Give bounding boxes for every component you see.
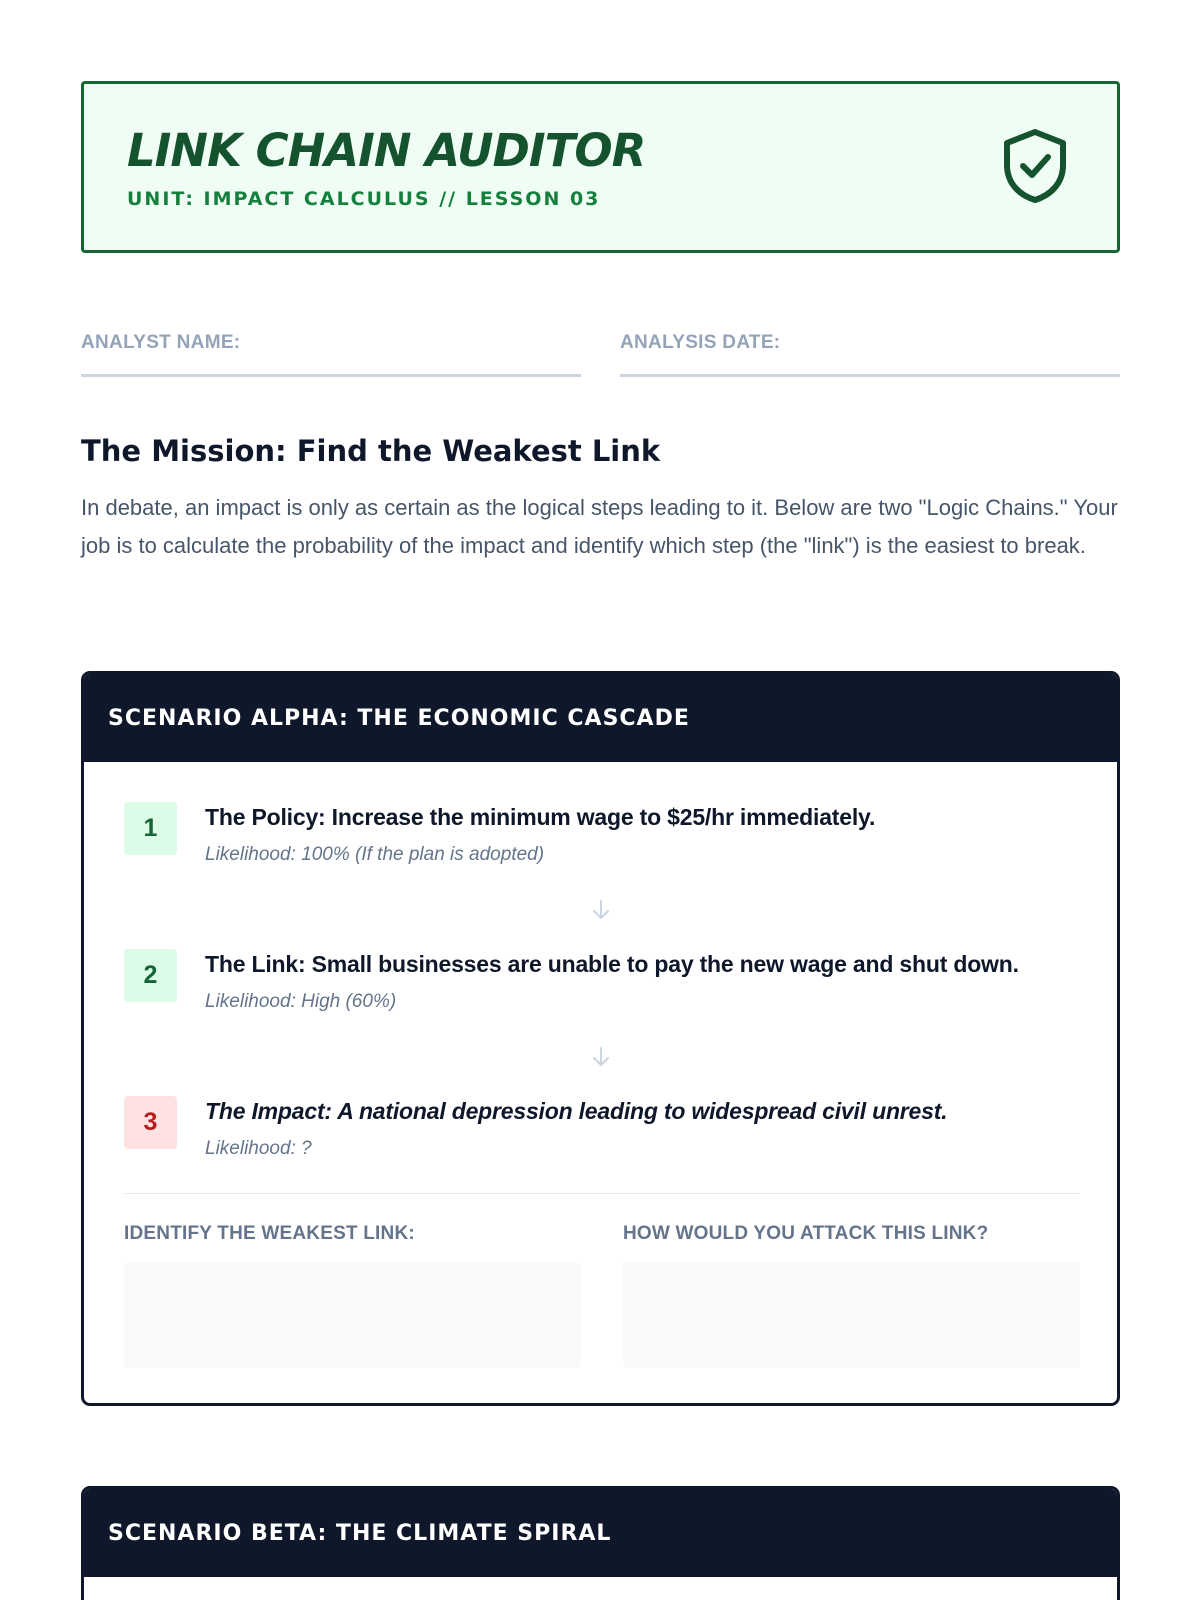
page-title: LINK CHAIN AUDITOR <box>127 124 646 177</box>
step-likelihood: Likelihood: 100% (If the plan is adopted) <box>205 844 545 865</box>
worksheet-page <box>81 81 1120 1546</box>
lesson-subtitle: UNIT: IMPACT CALCULUS // LESSON 03 <box>127 188 601 210</box>
step-number-badge: 1 <box>124 802 177 855</box>
step-number-badge: 2 <box>124 949 177 1002</box>
scenario-title: SCENARIO ALPHA: THE ECONOMIC CASCADE <box>84 674 1117 762</box>
arrow-down-icon <box>591 1045 611 1069</box>
step-likelihood: Likelihood: ? <box>205 1138 312 1159</box>
weakest-link-label: IDENTIFY THE WEAKEST LINK: <box>124 1223 415 1244</box>
analyst-name-field[interactable] <box>81 332 581 377</box>
arrow-down-icon <box>591 898 611 922</box>
shield-check-icon <box>1001 128 1069 204</box>
analyst-fields <box>81 332 1120 377</box>
scenario-beta-card <box>81 1486 1120 1600</box>
attack-link-label: HOW WOULD YOU ATTACK THIS LINK? <box>623 1223 989 1244</box>
analysis-date-field[interactable] <box>620 332 1120 377</box>
attack-link-answer-box[interactable] <box>623 1262 1080 1368</box>
step-number-badge: 3 <box>124 1096 177 1149</box>
step-text: The Policy: Increase the minimum wage to $25/hr immediately. <box>205 804 876 830</box>
analyst-name-label: ANALYST NAME: <box>81 332 241 353</box>
scenario-alpha-card <box>81 671 1120 1406</box>
step-text: The Impact: A national depression leading to widespread civil unrest. <box>205 1098 948 1124</box>
worksheet-header <box>81 81 1120 253</box>
weakest-link-answer-box[interactable] <box>124 1262 581 1368</box>
divider <box>124 1193 1080 1194</box>
analysis-date-label: ANALYSIS DATE: <box>620 332 781 353</box>
scenario-title: SCENARIO BETA: THE CLIMATE SPIRAL <box>84 1489 1117 1577</box>
step-text: The Link: Small businesses are unable to pay the new wage and shut down. <box>205 951 1019 977</box>
mission-title: The Mission: Find the Weakest Link <box>81 434 661 468</box>
mission-description: In debate, an impact is only as certain as the logical steps leading to it. Below are two "Logic Chains." Your job is to calculate the probability of the impact and identify which step (the "link") is the easiest to break. <box>81 495 1118 558</box>
step-likelihood: Likelihood: High (60%) <box>205 991 397 1012</box>
